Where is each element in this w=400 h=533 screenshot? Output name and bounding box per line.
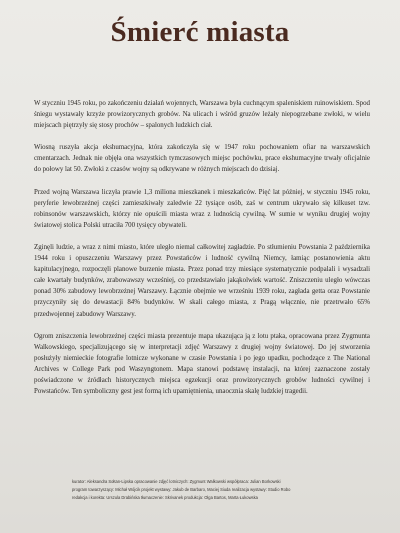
paragraph-5: Ogrom zniszczenia lewobrzeżnej części miasta prezentuje mapa ukazująca ją z lotu ptaka, opracowana przez Zygmunta Walkowskiego, specjalizującego się w interpretacji zdjęć Warszawy z drugiej wojny światowej. Do jej stworzenia posłużyły niemieckie fotografie lotnicze wykonane w czasie Powstania i po jego upadku, pochodzące z The National Archives w College Park pod Waszyngtonem. Mapa stanowi podstawę instalacji, na której zaznaczone zostały poświadczone w źródłach historycznych miejsca egzekucji oraz prowizorycznych grobów ludności cywilnej i Powstańców. Ten symboliczny gest jest formą ich upamiętnienia, unaocznia skalę ludzkiej tragedii. (34, 332, 370, 396)
page-title: Śmierć miasta (110, 16, 290, 48)
paragraph-3: Przed wojną Warszawa liczyła prawie 1,3 miliona mieszkanek i mieszkańców. Pięć lat później, w styczniu 1945 roku, peryferie lewobrzeżnej części zamieszkiwały zaledwie 22 tysiące osób, zaś w centrum ukrywało się kilkuset tzw. robinsonów warszawskich, którzy nie opuścili miasta wraz z ludnością cywilną. W sumie w wyniku drugiej wojny światowej stolica Polski utraciła 700 tysięcy obywateli. (34, 188, 370, 229)
credits-block (72, 478, 337, 502)
paragraph-1: W styczniu 1945 roku, po zakończeniu działań wojennych, Warszawa była cuchnącym spaleniskiem ruinowiskiem. Spod śniegu wystawały krzyże prowizorycznych grobów. Na ulicach i wśród gruzów leżały niepogrzebane zwłoki, w wielu miejscach piętrzyły się stosy prochów – spalonych ludzkich ciał. (34, 100, 370, 130)
credits-line-3: redakcja i korekta: Urszula Drabińska tłumaczenie: Skrivanek produkcja: Olga Bartos, Marta Łukowska (72, 494, 258, 500)
paragraph-2: Wiosną ruszyła akcja ekshumacyjna, która zakończyła się w 1947 roku pochowaniem ofiar na warszawskich cmentarzach. Jednak nie objęła ona wszystkich tymczasowych miejsc pochówku, prace ekshumacyjne trwały oficjalnie do połowy lat 50. Zwłoki z czasów wojny są odkrywane w różnych miejscach do dzisiaj. (34, 144, 370, 174)
body-text (34, 98, 370, 408)
credits-line-1: kurator: Aleksandra Sołtan-Lipska opracowanie zdjęć lotniczych: Zygmunt Walkowski współpraca: Julian Borkowski (72, 479, 281, 484)
credits-line-2: program towarzyszący: Michał Wójcik projekt wystawy: Jakub de Barbaro, Maciej Siuda realizacja wystawy: Studio Robo (72, 486, 291, 492)
paragraph-4: Zginęli ludzie, a wraz z nimi miasto, które uległo niemal całkowitej zagładzie. Po stłumieniu Powstania 2 października 1944 roku i opuszczeniu Warszawy przez Powstańców i ludność cywilną Niemcy, łamiąc postanowienia aktu kapitulacyjnego, rozpoczęli planowe burzenie miasta. Przez ponad trzy miesiące systematycznie podpalali i wysadzali całe kwartały budynków, zrabowawszy wcześniej, co przedstawiało jakąkolwiek wartość. Zniszczeniu uległo wówczas ponad 30% zabudowy lewobrzeżnej Warszawy. Łącznie obejmie we wrześniu 1939 roku, zagłada getta oraz Powstanie przyczyniły się do dewastacji 84% budynków. W skali całego miasta, z Pragą włącznie, nie przetrwało 65% przedwojennej zabudowy Warszawy. (34, 243, 370, 318)
